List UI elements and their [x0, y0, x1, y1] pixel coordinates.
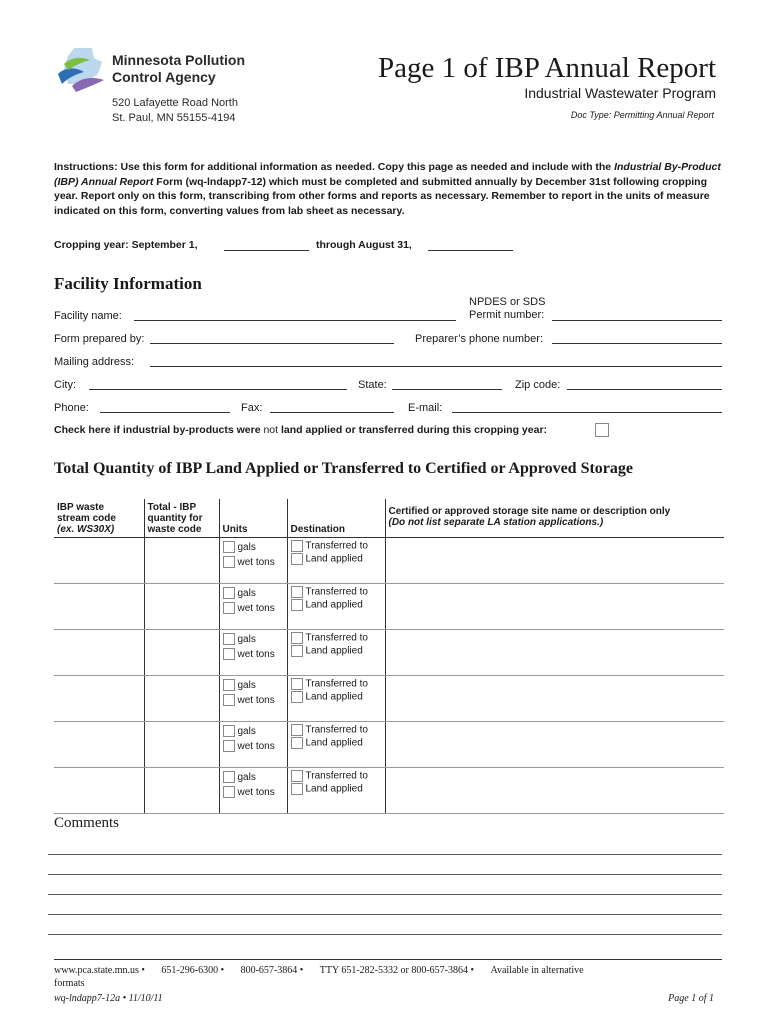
comment-line-2[interactable] [48, 874, 722, 875]
comment-line-4[interactable] [48, 914, 722, 915]
transferred-checkbox[interactable] [291, 632, 303, 644]
page-subtitle: Industrial Wastewater Program [524, 85, 716, 101]
agency-name-line1: Minnesota Pollution [112, 52, 245, 68]
cropping-year-label: Cropping year: September 1, [54, 239, 198, 251]
site-description-cell[interactable] [385, 676, 724, 722]
transferred-checkbox[interactable] [291, 586, 303, 598]
mailing-address-label: Mailing address: [54, 356, 135, 368]
col-destination: Destination [287, 499, 385, 538]
phone-label: Phone: [54, 402, 89, 414]
comment-line-5[interactable] [48, 934, 722, 935]
prepared-by-field[interactable] [150, 343, 394, 344]
cropping-year-end-field[interactable] [428, 250, 513, 251]
stream-code-cell[interactable] [54, 630, 144, 676]
instructions-prefix: Instructions: Use this form for additional information as needed. Copy this page as needed and include with the [54, 161, 615, 173]
land-applied-option[interactable]: Land applied [291, 691, 382, 704]
total-quantity-cell[interactable] [144, 722, 219, 768]
gals-option[interactable]: gals [223, 724, 284, 739]
land-applied-checkbox[interactable] [291, 737, 303, 749]
transferred-option[interactable]: Transferred to [291, 724, 382, 737]
page-title: Page 1 of IBP Annual Report [377, 52, 716, 84]
gals-checkbox[interactable] [223, 587, 235, 599]
wet-tons-checkbox[interactable] [223, 556, 235, 568]
units-cell [219, 538, 287, 584]
stream-code-cell[interactable] [54, 538, 144, 584]
total-quantity-cell[interactable] [144, 584, 219, 630]
ibp-quantity-table [54, 499, 724, 814]
units-cell [219, 722, 287, 768]
wet-tons-option[interactable]: wet tons [223, 647, 284, 662]
fax-label: Fax: [241, 402, 263, 414]
units-cell [219, 584, 287, 630]
wet-tons-checkbox[interactable] [223, 740, 235, 752]
preparer-phone-field[interactable] [552, 343, 722, 344]
wet-tons-checkbox[interactable] [223, 786, 235, 798]
land-applied-option[interactable]: Land applied [291, 783, 382, 796]
mpca-logo [54, 44, 106, 96]
wet-tons-option[interactable]: wet tons [223, 693, 284, 708]
instructions-suffix: Form (wq-lndapp7-12) which must be completed and submitted annually by December 31st following cropping year. Report only on this form, transcribing from other forms and reports as necessary. Remember to report in the units of measure indicated on this form, converting values from lab sheet as necessary. [54, 175, 710, 217]
wet-tons-option[interactable]: wet tons [223, 739, 284, 754]
footer-page: Page 1 of 1 [668, 993, 714, 1004]
wet-tons-option[interactable]: wet tons [223, 555, 284, 570]
cropping-year-through-label: through August 31, [316, 239, 412, 251]
zip-field[interactable] [567, 389, 722, 390]
wet-tons-checkbox[interactable] [223, 648, 235, 660]
transferred-option[interactable]: Transferred to [291, 678, 382, 691]
land-applied-option[interactable]: Land applied [291, 737, 382, 750]
site-description-cell[interactable] [385, 722, 724, 768]
npdes-label-line1: NPDES or SDS [469, 296, 546, 308]
footer-tty: TTY 651-282-5332 or 800-657-3864 [319, 965, 468, 976]
land-applied-checkbox[interactable] [291, 691, 303, 703]
gals-checkbox[interactable] [223, 725, 235, 737]
prepared-by-label: Form prepared by: [54, 333, 145, 345]
footer-phone1: 651-296-6300 [161, 965, 219, 976]
city-field[interactable] [89, 389, 347, 390]
destination-cell [287, 538, 385, 584]
transferred-checkbox[interactable] [291, 724, 303, 736]
total-quantity-cell[interactable] [144, 630, 219, 676]
table-row [54, 722, 724, 768]
units-cell [219, 676, 287, 722]
col-site: Certified or approved storage site name or description only (Do not list separate LA station applications.) [385, 499, 724, 538]
agency-name [112, 52, 245, 86]
transferred-checkbox[interactable] [291, 540, 303, 552]
transferred-option[interactable]: Transferred to [291, 540, 382, 553]
land-applied-option[interactable]: Land applied [291, 553, 382, 566]
units-cell [219, 768, 287, 814]
destination-cell [287, 584, 385, 630]
footer-website[interactable]: www.pca.state.mn.us [54, 965, 139, 976]
total-quantity-cell[interactable] [144, 538, 219, 584]
site-description-cell[interactable] [385, 630, 724, 676]
wet-tons-checkbox[interactable] [223, 694, 235, 706]
email-field[interactable] [452, 412, 722, 413]
preparer-phone-label: Preparer’s phone number: [415, 333, 544, 345]
agency-address-line2: St. Paul, MN 55155-4194 [112, 112, 236, 124]
instructions-form-name: Industrial By-Product (IBP) Annual Report [54, 161, 721, 188]
facility-name-field[interactable] [134, 320, 456, 321]
wet-tons-option[interactable]: wet tons [223, 785, 284, 800]
col-stream-code: IBP waste stream code (ex. WS30X) [54, 499, 144, 538]
gals-option[interactable]: gals [223, 678, 284, 693]
facility-heading: Facility Information [54, 274, 202, 293]
doc-type: Doc Type: Permitting Annual Report [570, 110, 714, 120]
check-not: not [263, 424, 279, 436]
destination-cell [287, 630, 385, 676]
gals-checkbox[interactable] [223, 771, 235, 783]
table-row [54, 584, 724, 630]
check-prefix: Check here if industrial by-products were [54, 424, 264, 436]
facility-name-label: Facility name: [54, 310, 122, 322]
table-row [54, 768, 724, 814]
comment-line-1[interactable] [48, 854, 722, 855]
transferred-option[interactable]: Transferred to [291, 632, 382, 645]
footer-rule [54, 959, 722, 960]
transferred-option[interactable]: Transferred to [291, 770, 382, 783]
table-header-row [54, 499, 724, 538]
gals-option[interactable]: gals [223, 632, 284, 647]
email-label: E-mail: [408, 402, 443, 414]
agency-name-line2: Control Agency [112, 69, 216, 85]
site-description-cell[interactable] [385, 538, 724, 584]
agency-address-line1: 520 Lafayette Road North [112, 97, 238, 109]
comment-line-3[interactable] [48, 894, 722, 895]
footer-phone2: 800-657-3864 [240, 965, 298, 976]
total-quantity-cell[interactable] [144, 768, 219, 814]
gals-option[interactable]: gals [223, 540, 284, 555]
site-description-cell[interactable] [385, 768, 724, 814]
comments-heading: Comments [54, 815, 120, 831]
gals-checkbox[interactable] [223, 541, 235, 553]
land-applied-checkbox[interactable] [291, 645, 303, 657]
not-applied-statement [54, 424, 547, 436]
npdes-permit-field[interactable] [552, 320, 722, 321]
stream-code-cell[interactable] [54, 584, 144, 630]
check-suffix: land applied or transferred during this cropping year: [278, 424, 548, 436]
table-row [54, 630, 724, 676]
mpca-logo-icon [54, 44, 106, 96]
units-cell [219, 630, 287, 676]
gals-option[interactable]: gals [223, 586, 284, 601]
footer-alt: Available in alternative [490, 965, 584, 976]
footer-contacts: www.pca.state.mn.us • 651-296-6300 • 800-657-3864 • TTY 651-282-5332 or 800-657-3864 • Available in alternative [54, 965, 584, 976]
destination-cell [287, 676, 385, 722]
destination-cell [287, 768, 385, 814]
table-row [54, 538, 724, 584]
col-units: Units [219, 499, 287, 538]
gals-option[interactable]: gals [223, 770, 284, 785]
not-applied-checkbox[interactable] [595, 423, 609, 437]
gals-checkbox[interactable] [223, 679, 235, 691]
npdes-label-line2: Permit number: [469, 309, 545, 321]
fax-field[interactable] [270, 412, 394, 413]
quantity-heading: Total Quantity of IBP Land Applied or Transferred to Certified or Approved Storage [54, 460, 633, 477]
land-applied-checkbox[interactable] [291, 599, 303, 611]
footer-alt-formats: formats [54, 978, 85, 989]
gals-checkbox[interactable] [223, 633, 235, 645]
instructions [54, 160, 722, 218]
land-applied-option[interactable]: Land applied [291, 645, 382, 658]
zip-label: Zip code: [515, 379, 561, 391]
stream-code-cell[interactable] [54, 722, 144, 768]
land-applied-checkbox[interactable] [291, 783, 303, 795]
table-row [54, 676, 724, 722]
phone-field[interactable] [100, 412, 230, 413]
land-applied-option[interactable]: Land applied [291, 599, 382, 612]
site-description-cell[interactable] [385, 584, 724, 630]
stream-code-cell[interactable] [54, 768, 144, 814]
mailing-address-field[interactable] [150, 366, 722, 367]
cropping-year-start-field[interactable] [224, 250, 309, 251]
stream-code-cell[interactable] [54, 676, 144, 722]
wet-tons-checkbox[interactable] [223, 602, 235, 614]
city-label: City: [54, 379, 76, 391]
destination-cell [287, 722, 385, 768]
land-applied-checkbox[interactable] [291, 553, 303, 565]
state-field[interactable] [392, 389, 502, 390]
total-quantity-cell[interactable] [144, 676, 219, 722]
footer-doc-code: wq-lndapp7-12a • 11/10/11 [54, 993, 163, 1004]
transferred-option[interactable]: Transferred to [291, 586, 382, 599]
transferred-checkbox[interactable] [291, 770, 303, 782]
transferred-checkbox[interactable] [291, 678, 303, 690]
wet-tons-option[interactable]: wet tons [223, 601, 284, 616]
state-label: State: [358, 379, 387, 391]
col-total: Total - IBP quantity for waste code [144, 499, 219, 538]
agency-address [112, 96, 238, 126]
